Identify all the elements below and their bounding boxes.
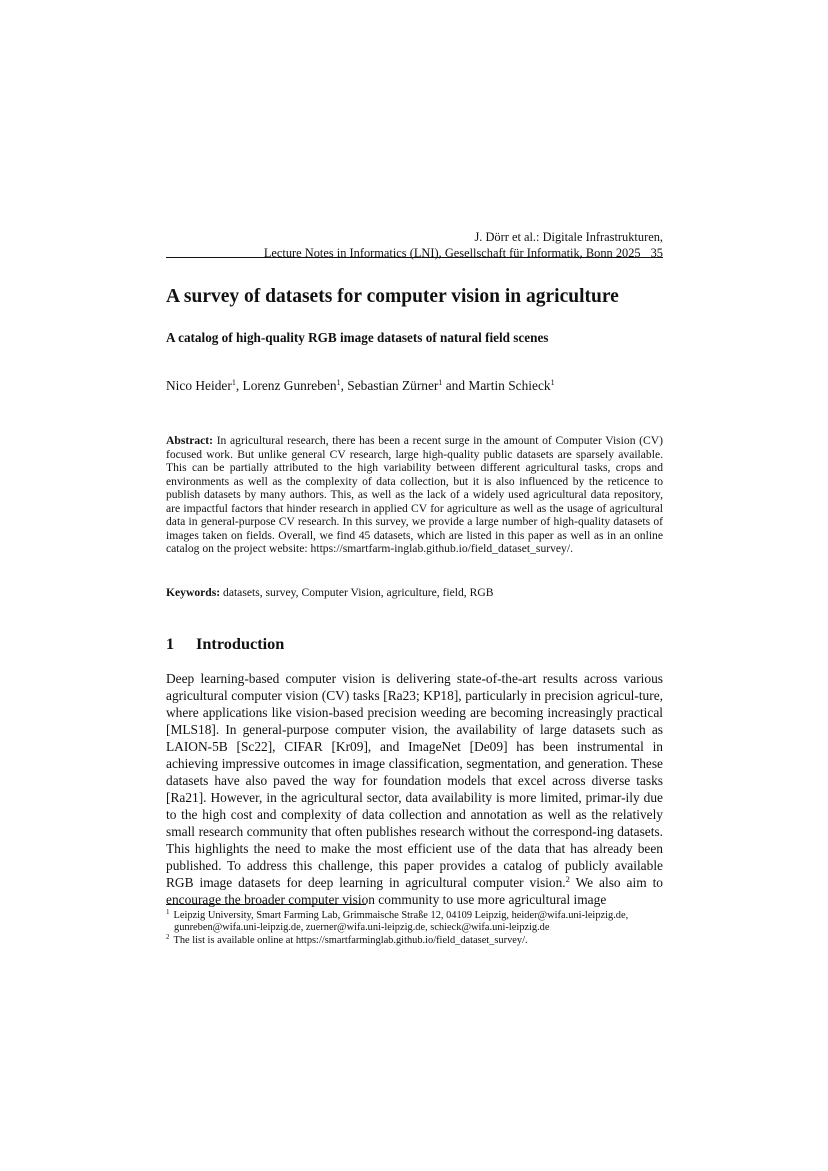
footnote-mark: 1 — [166, 908, 170, 916]
abstract-text: In agricultural research, there has been a recent surge in the amount of Computer Vision (CV) focused work. But unlike general CV research, large high-quality public datasets are sparsely available. This can be partially attributed to the high variability between different agricultural tasks, crops and environments as well as the complexity of data collection, but it is also influenced by the reticence to publish datasets by many authors. This, as well as the lack of a widely used agricultural data repository, are impactful factors that hinder research in applied CV for agriculture as well as the usage of agricultural data in general-purpose CV research. In this survey, we provide a large number of high-quality datasets of images taken on fields. Overall, we find 45 datasets, which are listed in this paper as well as in an online catalog on the project website: https://smartfarm-inglab.github.io/field_dataset_survey/. — [166, 434, 663, 556]
paper-title: A survey of datasets for computer vision in agriculture — [166, 286, 619, 307]
paper-subtitle: A catalog of high-quality RGB image datasets of natural field scenes — [166, 330, 549, 345]
abstract-label: Abstract: — [166, 434, 214, 447]
footnote-text: Leipzig University, Smart Farming Lab, Grimmaische Straße 12, 04109 Leipzig, heider@wifa.uni-leipzig.de, gunreben@wifa.uni-leipzig.de, zuerner@wifa.uni-leipzig.de, schieck@wifa.uni-leipzig.de — [173, 910, 629, 934]
affiliation-mark: 1 — [336, 378, 341, 387]
section-number: 1 — [166, 634, 175, 653]
section-title: Introduction — [196, 634, 285, 653]
running-head-line2 — [166, 245, 663, 261]
header-rule — [166, 257, 663, 258]
abstract — [166, 434, 663, 556]
author-separator: and — [442, 378, 469, 393]
author — [468, 378, 554, 393]
footnote-reference: 2 — [565, 874, 570, 884]
page-number: 35 — [650, 246, 663, 260]
running-head-line1: J. Dörr et al.: Digitale Infrastrukturen, — [474, 230, 663, 244]
footnote — [166, 910, 663, 935]
body-paragraph — [166, 670, 663, 908]
affiliation-mark: 1 — [438, 378, 443, 387]
keywords — [166, 586, 493, 600]
section-heading — [166, 634, 284, 654]
body-text-continued: We also aim to encourage the broader computer vision community to use more agricultural image — [166, 875, 663, 907]
affiliation-mark: 1 — [550, 378, 555, 387]
author — [347, 378, 468, 393]
author-separator: , — [340, 378, 348, 393]
footnote — [166, 932, 663, 947]
author — [243, 378, 348, 393]
author-name: Martin Schieck — [468, 378, 551, 393]
author-separator: , — [235, 378, 243, 393]
affiliation-mark: 1 — [231, 378, 236, 387]
author-name: Lorenz Gunreben — [242, 378, 337, 393]
author-list — [166, 377, 555, 394]
author-name: Nico Heider — [166, 378, 232, 393]
footnote-mark: 2 — [166, 932, 170, 941]
footnote-text: The list is available online at https://smartfarminglab.github.io/field_dataset_survey/. — [173, 934, 528, 946]
running-head-venue: Lecture Notes in Informatics (LNI), Gesellschaft für Informatik, Bonn 2025 — [263, 246, 641, 260]
keywords-label: Keywords: — [166, 586, 221, 599]
keywords-text: datasets, survey, Computer Vision, agriculture, field, RGB — [223, 586, 494, 599]
body-text: Deep learning-based computer vision is delivering state-of-the-art results across various agricultural computer vision (CV) tasks [Ra23; KP18], particularly in precision agricul-ture, where applications like vision-based precision weeding are becoming increasingly practical [MLS18]. In general-purpose computer vision, the availability of large datasets such as LAION-5B [Sc22], CIFAR [Kr09], and ImageNet [De09] has been instrumental in achieving impressive outcomes in image classification, segmentation, and generation. These datasets have also paved the way for foundation models that excel across diverse tasks [Ra21]. However, in the agricultural sector, data availability is more limited, primar-ily due to the high cost and complexity of data collection and annotation as well as the relatively small research community that often publishes research without the correspond-ing datasets. This highlights the need to make the most efficient use of the data that has already been published. To address this challenge, this paper provides a catalog of publicly available RGB image datasets for deep learning in agricultural computer vision. — [166, 671, 663, 890]
footnote-rule — [166, 904, 366, 905]
footnotes — [166, 910, 663, 947]
author — [166, 378, 243, 393]
author-name: Sebastian Zürner — [347, 378, 439, 393]
